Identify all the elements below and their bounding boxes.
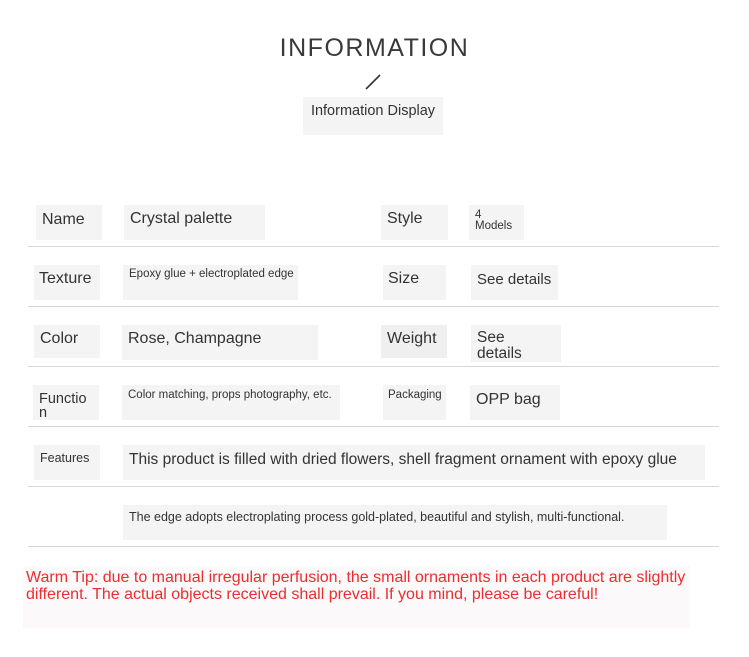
features-value: This product is filled with dried flowers, shell fragment ornament with epoxy glue [123,445,705,480]
row-divider [28,366,719,367]
warm-tip-box [23,566,690,628]
row-divider [28,546,719,547]
name-label: Name [36,205,102,240]
texture-label: Texture [34,265,100,300]
color-label: Color [34,325,100,358]
features-label: Features [34,445,100,480]
packaging-value: OPP bag [470,385,560,420]
function-value: Color matching, props photography, etc. [122,385,340,420]
weight-value: See details [471,325,561,362]
size-value: See details [471,265,558,300]
row-divider [28,246,719,247]
style-label: Style [381,205,448,240]
features-value-continued: The edge adopts electroplating process gold-plated, beautiful and stylish, multi-functional. [123,505,667,540]
texture-value: Epoxy glue + electroplated edge [123,265,298,300]
color-value: Rose, Champagne [122,325,318,360]
function-label: Function [33,385,99,420]
packaging-label: Packaging [383,385,446,420]
header-title: INFORMATION [279,34,470,62]
row-divider [28,306,719,307]
subtitle-box [303,97,443,135]
row-divider [28,426,719,427]
name-value: Crystal palette [124,205,265,240]
slash-divider-icon [364,74,382,90]
row-divider [28,486,719,487]
weight-label: Weight [381,325,447,358]
warm-tip-text: Warm Tip: due to manual irregular perfusion, the small ornaments in each product are slightly different. The actual objects received shall prevail. If you mind, please be careful! [26,569,686,603]
style-value: 4 Models [469,205,524,240]
subtitle: Information Display [310,103,436,119]
size-label: Size [383,265,446,300]
